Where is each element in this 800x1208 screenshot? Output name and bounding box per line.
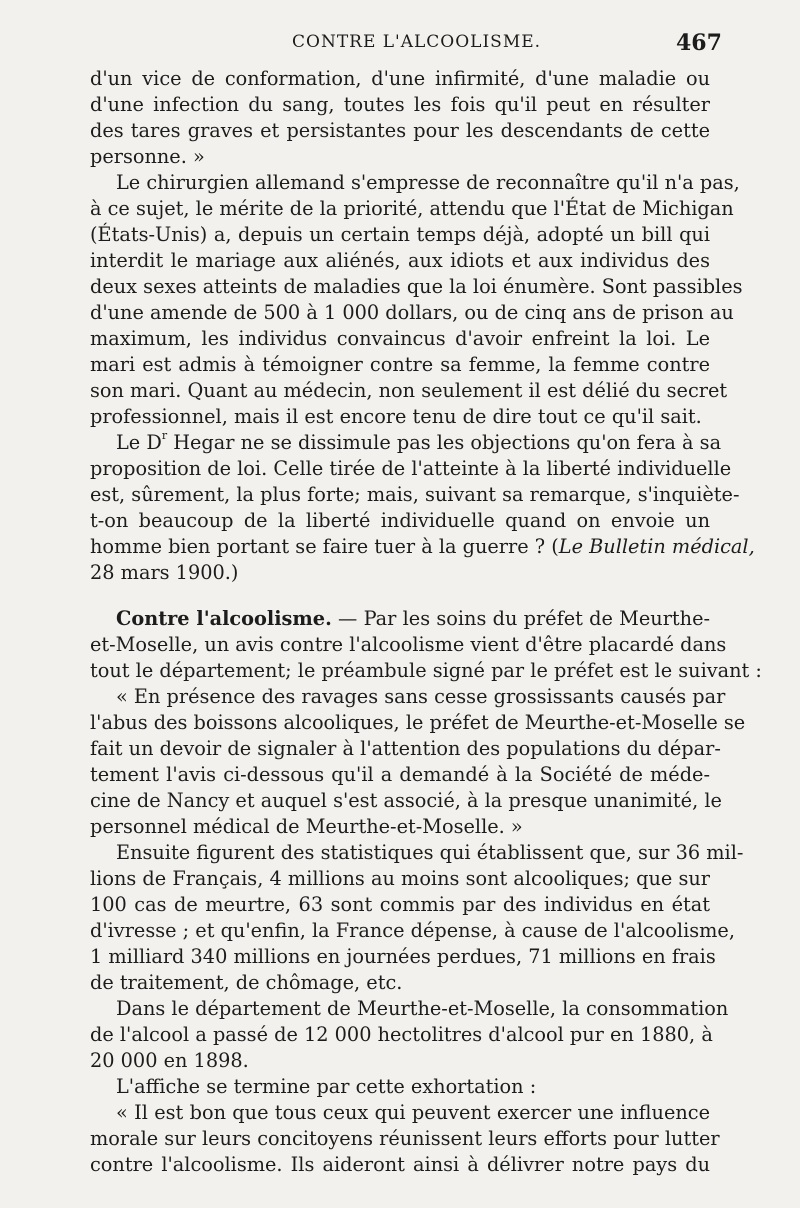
text-fragment: — Par les soins du préfet de Meurthe- — [331, 607, 711, 630]
text-line: l'abus des boissons alcooliques, le préfet de Meurthe-et-Moselle se — [90, 711, 746, 734]
text-line: proposition de loi. Celle tirée de l'atteinte à la liberté individuelle — [90, 457, 732, 480]
text-line: 1 milliard 340 millions en journées perdues, 71 millions en frais — [90, 945, 716, 968]
text-line: morale sur leurs concitoyens réunissent leurs efforts pour lutter — [90, 1127, 720, 1150]
text-line: 20 000 en 1898. — [90, 1049, 249, 1072]
text-line — [116, 429, 722, 456]
text-fragment: Hegar ne se dissimule pas les objections qu'on fera à sa — [167, 431, 722, 454]
text-line: est, sûrement, la plus forte; mais, suivant sa remarque, s'inquiète- — [90, 483, 740, 506]
text-line: et-Moselle, un avis contre l'alcoolisme vient d'être placardé dans — [90, 633, 727, 656]
citation-italic: Le Bulletin médical, — [558, 535, 755, 558]
text-line: L'affiche se termine par cette exhortation : — [116, 1075, 537, 1098]
superscript: r — [161, 429, 168, 442]
text-line: d'une infection du sang, toutes les fois qu'il peut en résulter — [90, 93, 710, 116]
text-line: mari est admis à témoigner contre sa femme, la femme contre — [90, 353, 710, 376]
text-line: d'ivresse ; et qu'enfin, la France dépense, à cause de l'alcoolisme, — [90, 919, 735, 942]
text-line: à ce sujet, le mérite de la priorité, attendu que l'État de Michigan — [90, 197, 734, 220]
text-line: maximum, les individus convaincus d'avoir enfreint la loi. Le — [90, 327, 710, 350]
text-line: Dans le département de Meurthe-et-Moselle, la consommation — [116, 997, 729, 1020]
text-line: d'un vice de conformation, d'une infirmité, d'une maladie ou — [90, 67, 710, 90]
text-line: personnel médical de Meurthe-et-Moselle. » — [90, 815, 523, 838]
text-line: cine de Nancy et auquel s'est associé, à la presque unanimité, le — [90, 789, 722, 812]
text-line: t-on beaucoup de la liberté individuelle quand on envoie un — [90, 509, 710, 532]
text-line: contre l'alcoolisme. Ils aideront ainsi à délivrer notre pays du — [90, 1153, 710, 1176]
text-line: de l'alcool a passé de 12 000 hectolitres d'alcool pur en 1880, à — [90, 1023, 713, 1046]
text-line: Le chirurgien allemand s'empresse de reconnaître qu'il n'a pas, — [116, 171, 740, 194]
text-line: tement l'avis ci-dessous qu'il a demandé à la Société de méde- — [90, 763, 710, 786]
running-title: CONTRE L'ALCOOLISME. — [292, 32, 542, 52]
text-line: « Il est bon que tous ceux qui peuvent exercer une influence — [116, 1101, 710, 1124]
text-line: « En présence des ravages sans cesse grossissants causés par — [116, 685, 726, 708]
text-line: tout le département; le préambule signé par le préfet est le suivant : — [90, 659, 762, 682]
text-fragment: homme bien portant se faire tuer à la guerre ? ( — [90, 535, 559, 558]
text-line: des tares graves et persistantes pour les descendants de cette — [90, 119, 710, 142]
text-line: (États-Unis) a, depuis un certain temps déjà, adopté un bill qui — [90, 223, 710, 246]
text-line: personne. » — [90, 145, 205, 168]
page-header — [0, 30, 800, 60]
text-line: professionnel, mais il est encore tenu de dire tout ce qu'il sait. — [90, 405, 702, 428]
text-line: son mari. Quant au médecin, non seulement il est délié du secret — [90, 379, 728, 402]
text-line — [90, 534, 755, 560]
text-line: 100 cas de meurtre, 63 sont commis par des individus en état — [90, 893, 710, 916]
page-number: 467 — [676, 30, 722, 56]
text-line: de traitement, de chômage, etc. — [90, 971, 403, 994]
text-line: lions de Français, 4 millions au moins sont alcooliques; que sur — [90, 867, 710, 890]
text-line — [116, 606, 710, 632]
text-line: d'une amende de 500 à 1 000 dollars, ou de cinq ans de prison au — [90, 301, 734, 324]
section-heading: Contre l'alcoolisme. — [116, 607, 332, 630]
text-line: fait un devoir de signaler à l'attention des populations du dépar- — [90, 737, 721, 760]
text-fragment: Le D — [116, 431, 162, 454]
text-line: deux sexes atteints de maladies que la loi énumère. Sont passibles — [90, 275, 743, 298]
text-line: 28 mars 1900.) — [90, 561, 239, 584]
text-line: Ensuite figurent des statistiques qui établissent que, sur 36 mil- — [116, 841, 744, 864]
text-line: interdit le mariage aux aliénés, aux idiots et aux individus des — [90, 249, 710, 272]
